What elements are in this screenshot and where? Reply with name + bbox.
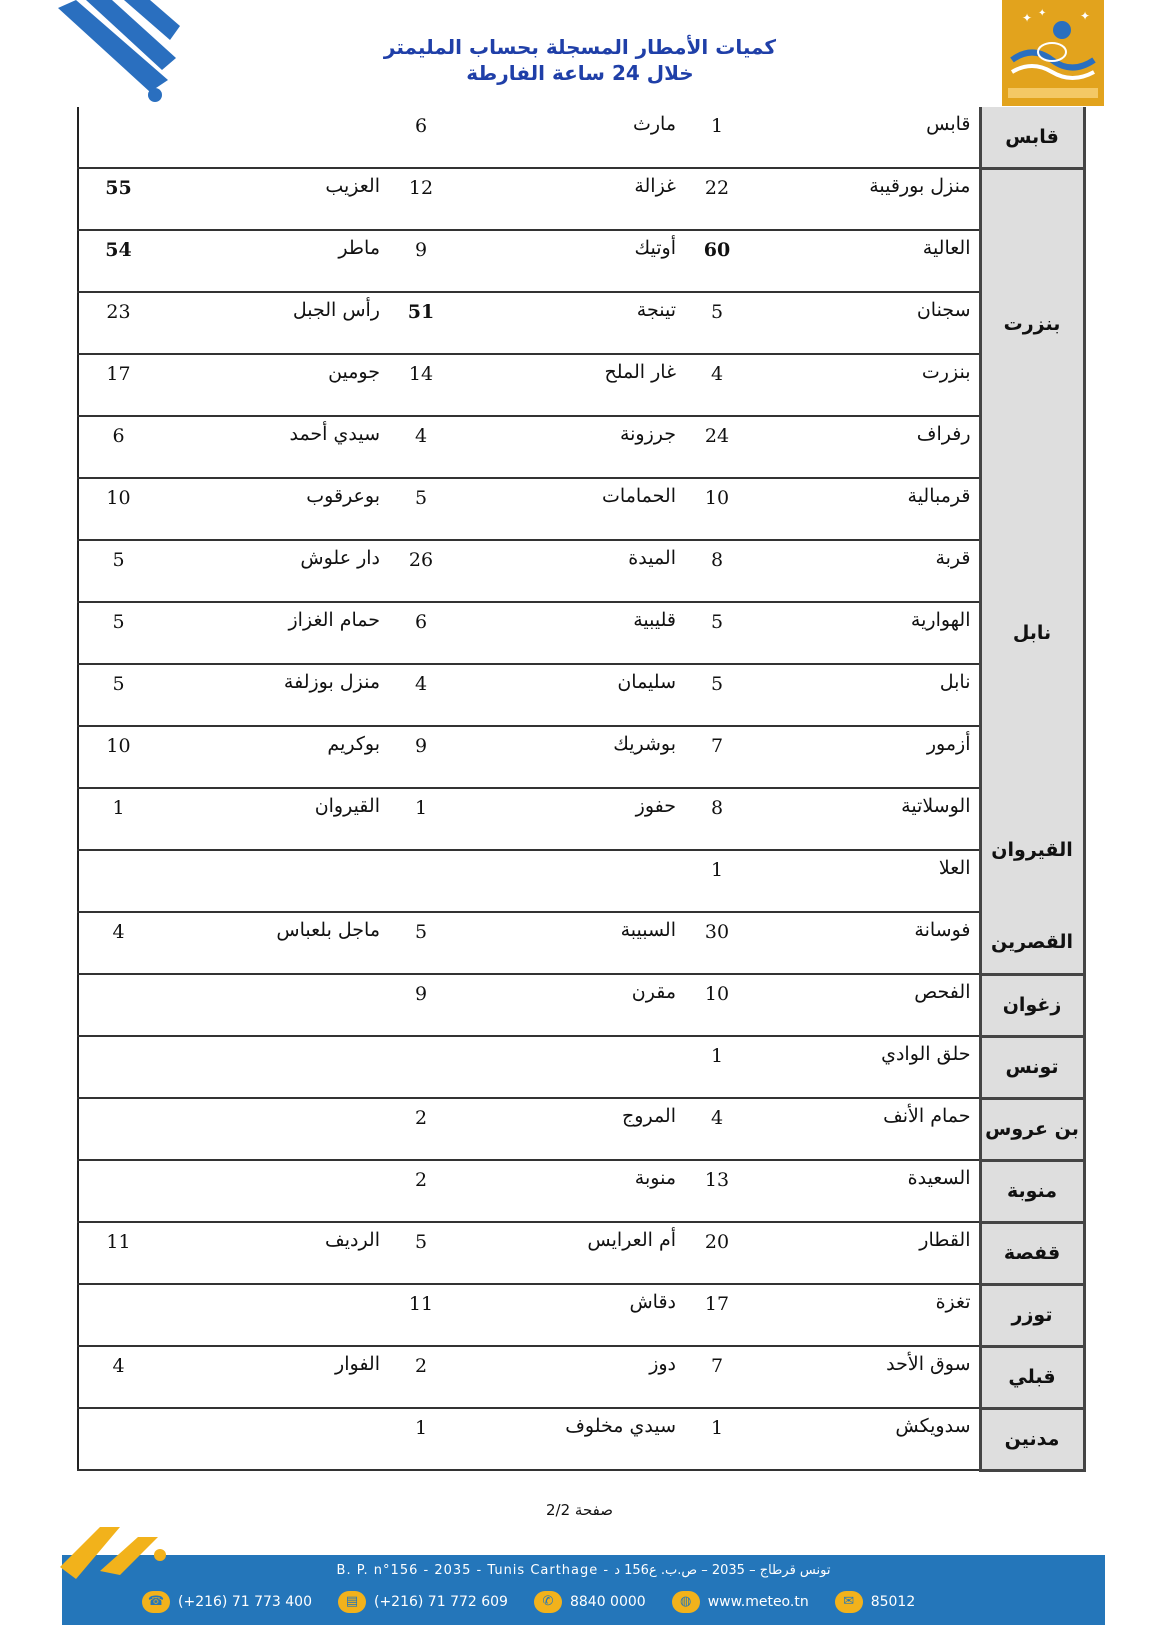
governorate-cell: نابل: [980, 478, 1084, 788]
table-row: [78, 354, 1084, 416]
station-name: أم العرايس: [454, 1222, 684, 1284]
station-name: سيدي أحمد: [158, 416, 388, 478]
rainfall-value: 8: [684, 540, 750, 602]
station-name: [158, 974, 388, 1036]
sms-icon: ✉: [835, 1591, 863, 1613]
rainfall-value: 20: [684, 1222, 750, 1284]
station-name: سدويكش: [750, 1408, 980, 1470]
station-name: منوبة: [454, 1160, 684, 1222]
rainfall-value: 1: [684, 107, 750, 168]
fax-icon: ▤: [338, 1591, 366, 1613]
rainfall-value: [78, 1098, 158, 1160]
rainfall-value: [78, 1160, 158, 1222]
station-name: غزالة: [454, 168, 684, 230]
rainfall-value: 1: [684, 1408, 750, 1470]
rainfall-value: 9: [388, 230, 454, 292]
rainfall-value: [78, 974, 158, 1036]
station-name: سيدي مخلوف: [454, 1408, 684, 1470]
rainfall-value: 60: [684, 230, 750, 292]
station-name: السبيبة: [454, 912, 684, 974]
station-name: سجنان: [750, 292, 980, 354]
rainfall-value: 7: [684, 726, 750, 788]
station-name: [158, 850, 388, 912]
svg-text:✦: ✦: [1080, 9, 1091, 23]
rainfall-value: [78, 850, 158, 912]
footer-phone: ☎ (+216) 71 773 400: [142, 1591, 312, 1613]
table-row: [78, 1408, 1084, 1470]
footer-stripes-icon: [60, 1527, 170, 1587]
rainfall-table: [77, 107, 1083, 1472]
station-name: قليبية: [454, 602, 684, 664]
station-name: ماطر: [158, 230, 388, 292]
rainfall-value: 9: [388, 726, 454, 788]
station-name: الوسلاتية: [750, 788, 980, 850]
inm-logo-stripes: [58, 0, 188, 108]
table-row: [78, 602, 1084, 664]
table-row: [78, 1036, 1084, 1098]
governorate-cell: بنزرت: [980, 168, 1084, 478]
station-name: غار الملح: [454, 354, 684, 416]
title-line-2: خلال 24 ساعة الفارطة: [466, 61, 694, 85]
station-name: الميدة: [454, 540, 684, 602]
station-name: [158, 1284, 388, 1346]
phone-icon: ☎: [142, 1591, 170, 1613]
rainfall-value: 10: [78, 726, 158, 788]
rainfall-value: 10: [684, 478, 750, 540]
table-row: [78, 230, 1084, 292]
rainfall-value: 4: [388, 416, 454, 478]
table-row: [78, 1346, 1084, 1408]
svg-text:✦: ✦: [1022, 11, 1033, 25]
rainfall-value: 4: [388, 664, 454, 726]
page-number: صفحة 2/2: [546, 1501, 613, 1519]
rainfall-value: 5: [78, 664, 158, 726]
station-name: العالية: [750, 230, 980, 292]
station-name: حلق الوادي: [750, 1036, 980, 1098]
rainfall-value: 1: [684, 1036, 750, 1098]
rainfall-value: 2: [388, 1160, 454, 1222]
station-name: دار علوش: [158, 540, 388, 602]
rainfall-value: 5: [388, 912, 454, 974]
governorate-cell: قفصة: [980, 1222, 1084, 1284]
station-name: قرمبالية: [750, 478, 980, 540]
station-name: رأس الجبل: [158, 292, 388, 354]
station-name: [454, 850, 684, 912]
rainfall-value: 6: [78, 416, 158, 478]
hotline-icon: ✆: [534, 1591, 562, 1613]
station-name: بوشريك: [454, 726, 684, 788]
table-row: [78, 292, 1084, 354]
footer-sms: ✉ 85012: [835, 1591, 916, 1613]
station-name: بوعرقوب: [158, 478, 388, 540]
table-row: [78, 1222, 1084, 1284]
station-name: نابل: [750, 664, 980, 726]
rainfall-value: 1: [78, 788, 158, 850]
station-name: [158, 1160, 388, 1222]
title-line-1: كميات الأمطار المسجلة بحساب المليمتر: [383, 35, 777, 59]
governorate-cell: القيروان: [980, 788, 1084, 912]
governorate-cell: القصرين: [980, 912, 1084, 974]
table-row: [78, 1284, 1084, 1346]
inm-emblem-logo: [1002, 0, 1104, 106]
rainfall-value: 22: [684, 168, 750, 230]
station-name: القيروان: [158, 788, 388, 850]
globe-icon: ◍: [672, 1591, 700, 1613]
rainfall-value: 5: [388, 1222, 454, 1284]
rainfall-value: 8: [684, 788, 750, 850]
rainfall-value: [78, 1036, 158, 1098]
footer-website[interactable]: ◍ www.meteo.tn: [672, 1591, 809, 1613]
station-name: الحمامات: [454, 478, 684, 540]
rainfall-value: 2: [388, 1346, 454, 1408]
table-row: [78, 1160, 1084, 1222]
station-name: حمام الغزاز: [158, 602, 388, 664]
rainfall-value: 23: [78, 292, 158, 354]
page-title: [330, 34, 830, 86]
rainfall-value: 4: [78, 1346, 158, 1408]
table-row: [78, 416, 1084, 478]
footer-bar: [62, 1555, 1105, 1625]
station-name: بنزرت: [750, 354, 980, 416]
rainfall-value: 1: [684, 850, 750, 912]
rainfall-value: 1: [388, 1408, 454, 1470]
station-name: ماجل بلعباس: [158, 912, 388, 974]
rainfall-value: 12: [388, 168, 454, 230]
rainfall-value: 10: [684, 974, 750, 1036]
station-name: منزل بوزلفة: [158, 664, 388, 726]
station-name: رفراف: [750, 416, 980, 478]
table-row: [78, 1098, 1084, 1160]
station-name: مقرن: [454, 974, 684, 1036]
station-name: [158, 1098, 388, 1160]
rainfall-value: 14: [388, 354, 454, 416]
station-name: العزيب: [158, 168, 388, 230]
table-row: [78, 107, 1084, 168]
station-name: دقاش: [454, 1284, 684, 1346]
svg-text:✦: ✦: [1038, 8, 1047, 19]
station-name: [158, 107, 388, 168]
station-name: [158, 1036, 388, 1098]
rainfall-value: [78, 107, 158, 168]
table-row: [78, 850, 1084, 912]
station-name: دوز: [454, 1346, 684, 1408]
rainfall-value: 5: [684, 292, 750, 354]
station-name: تغزة: [750, 1284, 980, 1346]
station-name: حفوز: [454, 788, 684, 850]
governorate-cell: منوبة: [980, 1160, 1084, 1222]
rainfall-value: 5: [684, 664, 750, 726]
station-name: جرزونة: [454, 416, 684, 478]
footer-address: B. P. n°156 - 2035 - Tunis Carthage - تونس قرطاج – 2035 – ص.ب. ع156 د: [336, 1563, 831, 1578]
station-name: مارث: [454, 107, 684, 168]
governorate-cell: تونس: [980, 1036, 1084, 1098]
rainfall-value: 24: [684, 416, 750, 478]
governorate-cell: قابس: [980, 107, 1084, 168]
rainfall-value: 5: [684, 602, 750, 664]
rainfall-value: 51: [388, 292, 454, 354]
governorate-cell: توزر: [980, 1284, 1084, 1346]
table-row: [78, 664, 1084, 726]
rainfall-value: 5: [78, 602, 158, 664]
rainfall-value: 26: [388, 540, 454, 602]
table-row: [78, 478, 1084, 540]
governorate-cell: مدنين: [980, 1408, 1084, 1470]
rainfall-value: 11: [78, 1222, 158, 1284]
rainfall-value: 10: [78, 478, 158, 540]
station-name: الرديف: [158, 1222, 388, 1284]
station-name: قابس: [750, 107, 980, 168]
table-row: [78, 540, 1084, 602]
station-name: الفحص: [750, 974, 980, 1036]
rainfall-value: 13: [684, 1160, 750, 1222]
station-name: القطار: [750, 1222, 980, 1284]
governorate-cell: زغوان: [980, 974, 1084, 1036]
rainfall-value: 4: [78, 912, 158, 974]
rainfall-value: 54: [78, 230, 158, 292]
footer-hotline: ✆ 8840 0000: [534, 1591, 646, 1613]
rainfall-value: 7: [684, 1346, 750, 1408]
table-row: [78, 912, 1084, 974]
rainfall-value: 6: [388, 107, 454, 168]
station-name: الفوار: [158, 1346, 388, 1408]
station-name: جومين: [158, 354, 388, 416]
table-row: [78, 726, 1084, 788]
station-name: السعيدة: [750, 1160, 980, 1222]
station-name: أوتيك: [454, 230, 684, 292]
station-name: العلا: [750, 850, 980, 912]
table-row: [78, 788, 1084, 850]
station-name: أزمور: [750, 726, 980, 788]
rainfall-value: 30: [684, 912, 750, 974]
station-name: تينجة: [454, 292, 684, 354]
station-name: منزل بورقيبة: [750, 168, 980, 230]
station-name: حمام الأنف: [750, 1098, 980, 1160]
station-name: قربة: [750, 540, 980, 602]
governorate-cell: بن عروس: [980, 1098, 1084, 1160]
rainfall-value: 5: [78, 540, 158, 602]
rainfall-value: [78, 1284, 158, 1346]
rainfall-value: [388, 850, 454, 912]
rainfall-value: 55: [78, 168, 158, 230]
station-name: الهوارية: [750, 602, 980, 664]
table-row: [78, 168, 1084, 230]
station-name: سوق الأحد: [750, 1346, 980, 1408]
rainfall-value: 5: [388, 478, 454, 540]
station-name: [158, 1408, 388, 1470]
rainfall-value: 4: [684, 1098, 750, 1160]
rainfall-value: 2: [388, 1098, 454, 1160]
rainfall-value: [78, 1408, 158, 1470]
station-name: فوسانة: [750, 912, 980, 974]
rainfall-value: 4: [684, 354, 750, 416]
rainfall-value: 1: [388, 788, 454, 850]
rainfall-value: 17: [684, 1284, 750, 1346]
rainfall-value: [388, 1036, 454, 1098]
table-row: [78, 974, 1084, 1036]
station-name: المروج: [454, 1098, 684, 1160]
station-name: [454, 1036, 684, 1098]
rainfall-value: 6: [388, 602, 454, 664]
rainfall-value: 9: [388, 974, 454, 1036]
rainfall-value: 17: [78, 354, 158, 416]
governorate-cell: قبلي: [980, 1346, 1084, 1408]
station-name: بوكريم: [158, 726, 388, 788]
station-name: سليمان: [454, 664, 684, 726]
footer-fax: ▤ (+216) 71 772 609: [338, 1591, 508, 1613]
rainfall-value: 11: [388, 1284, 454, 1346]
